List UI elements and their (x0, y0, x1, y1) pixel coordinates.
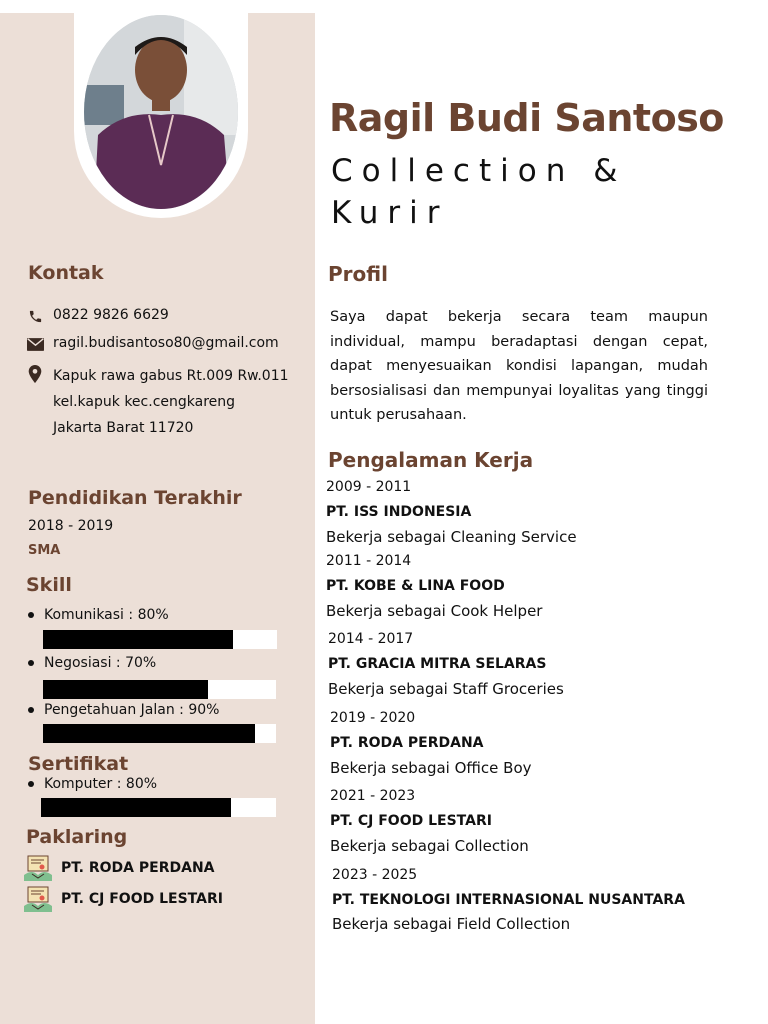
skill-label: Pengetahuan Jalan : 90% (44, 702, 220, 718)
paklaring-company: PT. CJ FOOD LESTARI (61, 891, 223, 907)
person-name: Ragil Budi Santoso (329, 96, 724, 140)
skill-bar-fill (43, 630, 233, 649)
experience-period: 2023 - 2025 (332, 867, 418, 883)
certificate-label: Komputer : 80% (44, 776, 158, 792)
experience-desc: Bekerja sebagai Office Boy (330, 759, 532, 777)
experience-company: PT. RODA PERDANA (330, 735, 484, 751)
experience-desc: Bekerja sebagai Cook Helper (326, 602, 543, 620)
certificate-bar-fill (41, 798, 231, 817)
experience-company: PT. CJ FOOD LESTARI (330, 813, 492, 829)
phone-icon (26, 307, 44, 325)
certificate-icon (24, 886, 52, 912)
bullet-icon (28, 781, 34, 787)
experience-desc: Bekerja sebagai Field Collection (332, 915, 571, 933)
contact-heading: Kontak (28, 262, 104, 284)
paklaring-company: PT. RODA PERDANA (61, 860, 215, 876)
contact-email-row (26, 335, 279, 353)
contact-phone-row (26, 307, 169, 325)
experience-company: PT. TEKNOLOGI INTERNASIONAL NUSANTARA (332, 892, 685, 908)
bullet-icon (28, 612, 34, 618)
bullet-icon (28, 660, 34, 666)
experience-period: 2009 - 2011 (326, 479, 412, 495)
location-pin-icon (26, 365, 44, 383)
skill-item (28, 655, 156, 671)
skill-item (28, 702, 219, 718)
experience-period: 2019 - 2020 (330, 710, 416, 726)
experience-desc: Bekerja sebagai Cleaning Service (326, 528, 577, 546)
certificate-item (28, 776, 157, 792)
skill-item (28, 607, 169, 623)
phone-number[interactable]: 0822 9826 6629 (53, 307, 169, 323)
address-block (53, 363, 289, 441)
profile-photo (84, 15, 238, 209)
experience-period: 2011 - 2014 (326, 553, 412, 569)
skill-label: Komunikasi : 80% (44, 607, 169, 623)
paklaring-item (24, 886, 223, 912)
experience-period: 2014 - 2017 (328, 631, 414, 647)
skill-bar-track (43, 724, 276, 743)
email-address[interactable]: ragil.budisantoso80@gmail.com (53, 335, 279, 351)
skill-bar-fill (43, 680, 208, 699)
experience-company: PT. GRACIA MITRA SELARAS (328, 656, 547, 672)
profile-text: Saya dapat bekerja secara team maupun individual, mampu beradaptasi dengan cepat, dapat menyesuaikan kondisi lapangan, mudah bersosialisasi dan mempunyai loyalitas yang tinggi untuk perusahaan. (330, 309, 708, 423)
experience-company: PT. KOBE & LINA FOOD (326, 578, 505, 594)
education-heading: Pendidikan Terakhir (28, 487, 242, 509)
profile-heading: Profil (328, 262, 388, 286)
bullet-icon (28, 707, 34, 713)
certificate-heading: Sertifikat (28, 753, 129, 775)
experience-desc: Bekerja sebagai Collection (330, 837, 529, 855)
education-level: SMA (28, 543, 61, 558)
skill-bar-fill (43, 724, 255, 743)
skill-heading: Skill (26, 574, 72, 596)
certificate-icon (24, 855, 52, 881)
email-icon (26, 335, 44, 353)
experience-period: 2021 - 2023 (330, 788, 416, 804)
paklaring-item (24, 855, 215, 881)
experience-heading: Pengalaman Kerja (328, 448, 534, 472)
certificate-bar-track (41, 798, 276, 817)
address-line: Jakarta Barat 11720 (53, 420, 194, 436)
skill-label: Negosiasi : 70% (44, 655, 157, 671)
address-line: kel.kapuk kec.cengkareng (53, 394, 236, 410)
job-title: Collection & Kurir (331, 153, 627, 231)
skill-bar-track (43, 680, 276, 699)
contact-address-row (26, 363, 289, 441)
address-line: Kapuk rawa gabus Rt.009 Rw.011 (53, 368, 289, 384)
paklaring-heading: Paklaring (26, 826, 128, 848)
skill-bar-track (43, 630, 277, 649)
experience-desc: Bekerja sebagai Staff Groceries (328, 680, 564, 698)
experience-company: PT. ISS INDONESIA (326, 504, 472, 520)
education-years: 2018 - 2019 (28, 518, 114, 534)
